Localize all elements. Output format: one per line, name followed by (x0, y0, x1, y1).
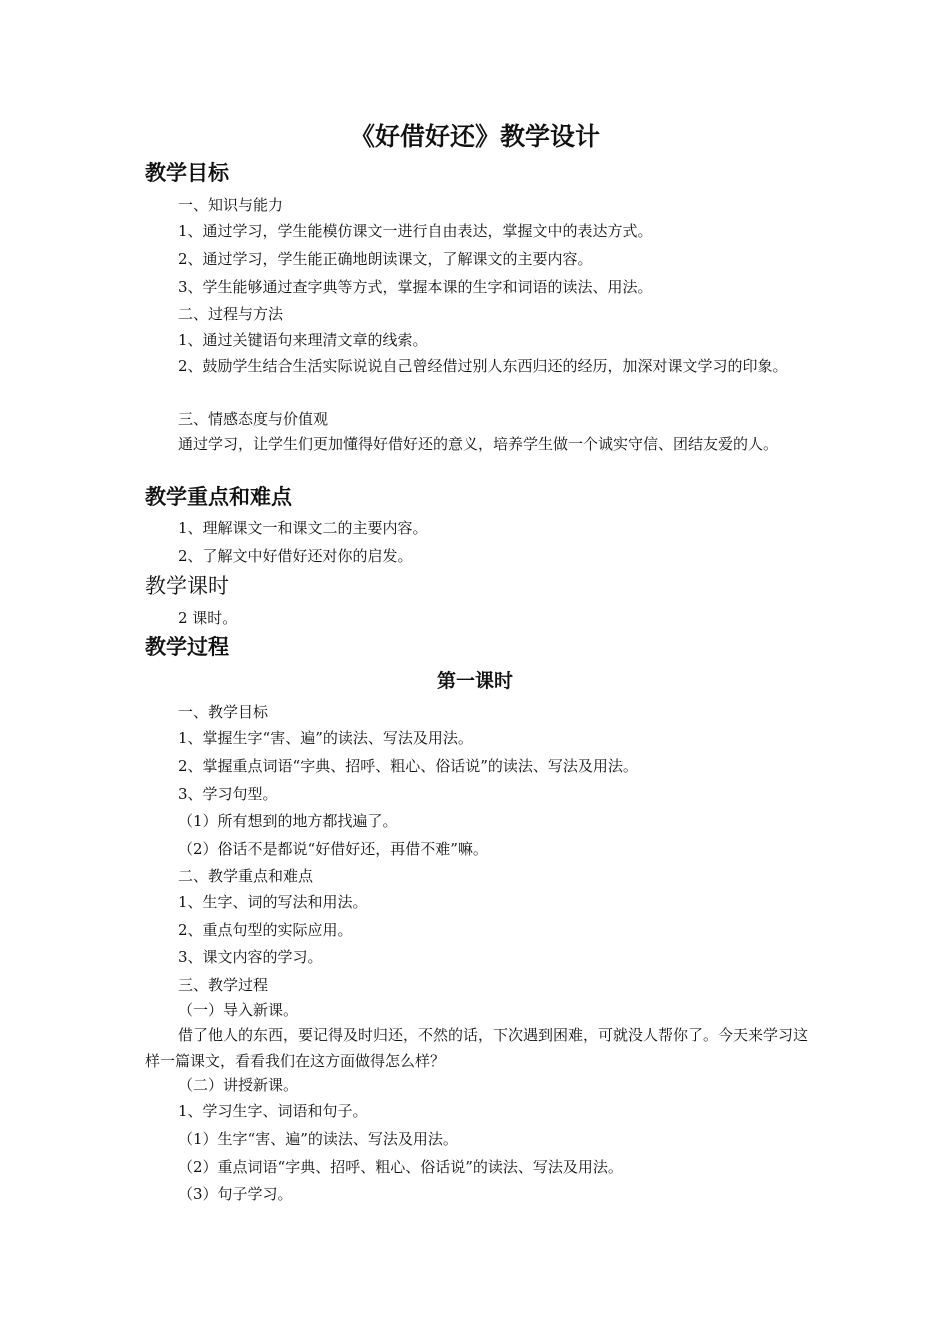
heading-teaching-goals: 教学目标 (145, 161, 229, 185)
paragraph: 2、了解文中好借好还对你的启发。 (178, 547, 413, 565)
paragraph: （一）导入新课。 (178, 1001, 299, 1019)
paragraph: （二）讲授新课。 (178, 1076, 299, 1094)
paragraph: （1）所有想到的地方都找遍了。 (178, 812, 398, 830)
paragraph: 通过学习，让学生们更加懂得好借好还的意义，培养学生做一个诚实守信、团结友爱的人。 (178, 435, 779, 453)
paragraph: 3、课文内容的学习。 (178, 948, 323, 966)
paragraph: 1、掌握生字“害、遍”的读法、写法及用法。 (178, 729, 473, 747)
paragraph: 一、知识与能力 (178, 196, 284, 214)
paragraph: 3、学习句型。 (178, 785, 278, 803)
heading-teaching-process: 教学过程 (145, 635, 229, 659)
paragraph: 二、过程与方法 (178, 305, 284, 323)
heading-class-hours: 教学课时 (145, 574, 229, 598)
paragraph: 1、理解课文一和课文二的主要内容。 (178, 519, 428, 537)
paragraph: 1、生字、词的写法和用法。 (178, 893, 368, 911)
subheading-first-lesson: 第一课时 (436, 670, 513, 692)
paragraph: （1）生字“害、遍”的读法、写法及用法。 (178, 1130, 458, 1148)
paragraph: 2 课时。 (178, 609, 238, 627)
paragraph: （3）句子学习。 (178, 1185, 293, 1203)
paragraph: 一、教学目标 (178, 703, 269, 721)
paragraph: 2、重点句型的实际应用。 (178, 921, 353, 939)
paragraph: 1、学习生字、词语和句子。 (178, 1102, 368, 1120)
paragraph: 三、教学过程 (178, 976, 269, 994)
paragraph: （2）重点词语“字典、招呼、粗心、俗话说”的读法、写法及用法。 (178, 1158, 623, 1176)
paragraph: 3、学生能够通过查字典等方式，掌握本课的生字和词语的读法、用法。 (178, 278, 653, 296)
document-title: 《好借好还》教学设计 (349, 122, 600, 151)
paragraph: 2、鼓励学生结合生活实际说说自己曾经借过别人东西归还的经历，加深对课文学习的印象。 (178, 357, 788, 375)
paragraph: 三、情感态度与价值观 (178, 410, 329, 428)
paragraph: 借了他人的东西，要记得及时归还，不然的话，下次遇到困难，可就没人帮你了。今天来学习这样一篇课文，看看我们在这方面做得怎么样？ (145, 1026, 809, 1070)
heading-key-points: 教学重点和难点 (145, 485, 292, 509)
paragraph: 2、掌握重点词语“字典、招呼、粗心、俗话说”的读法、写法及用法。 (178, 757, 638, 775)
paragraph: 1、通过学习，学生能模仿课文一进行自由表达，掌握文中的表达方式。 (178, 222, 653, 240)
paragraph: （2）俗话不是都说“好借好还，再借不难”嘛。 (178, 840, 488, 858)
paragraph: 1、通过关键语句来理清文章的线索。 (178, 331, 428, 349)
paragraph: 二、教学重点和难点 (178, 867, 314, 885)
paragraph: 2、通过学习，学生能正确地朗读课文，了解课文的主要内容。 (178, 250, 593, 268)
